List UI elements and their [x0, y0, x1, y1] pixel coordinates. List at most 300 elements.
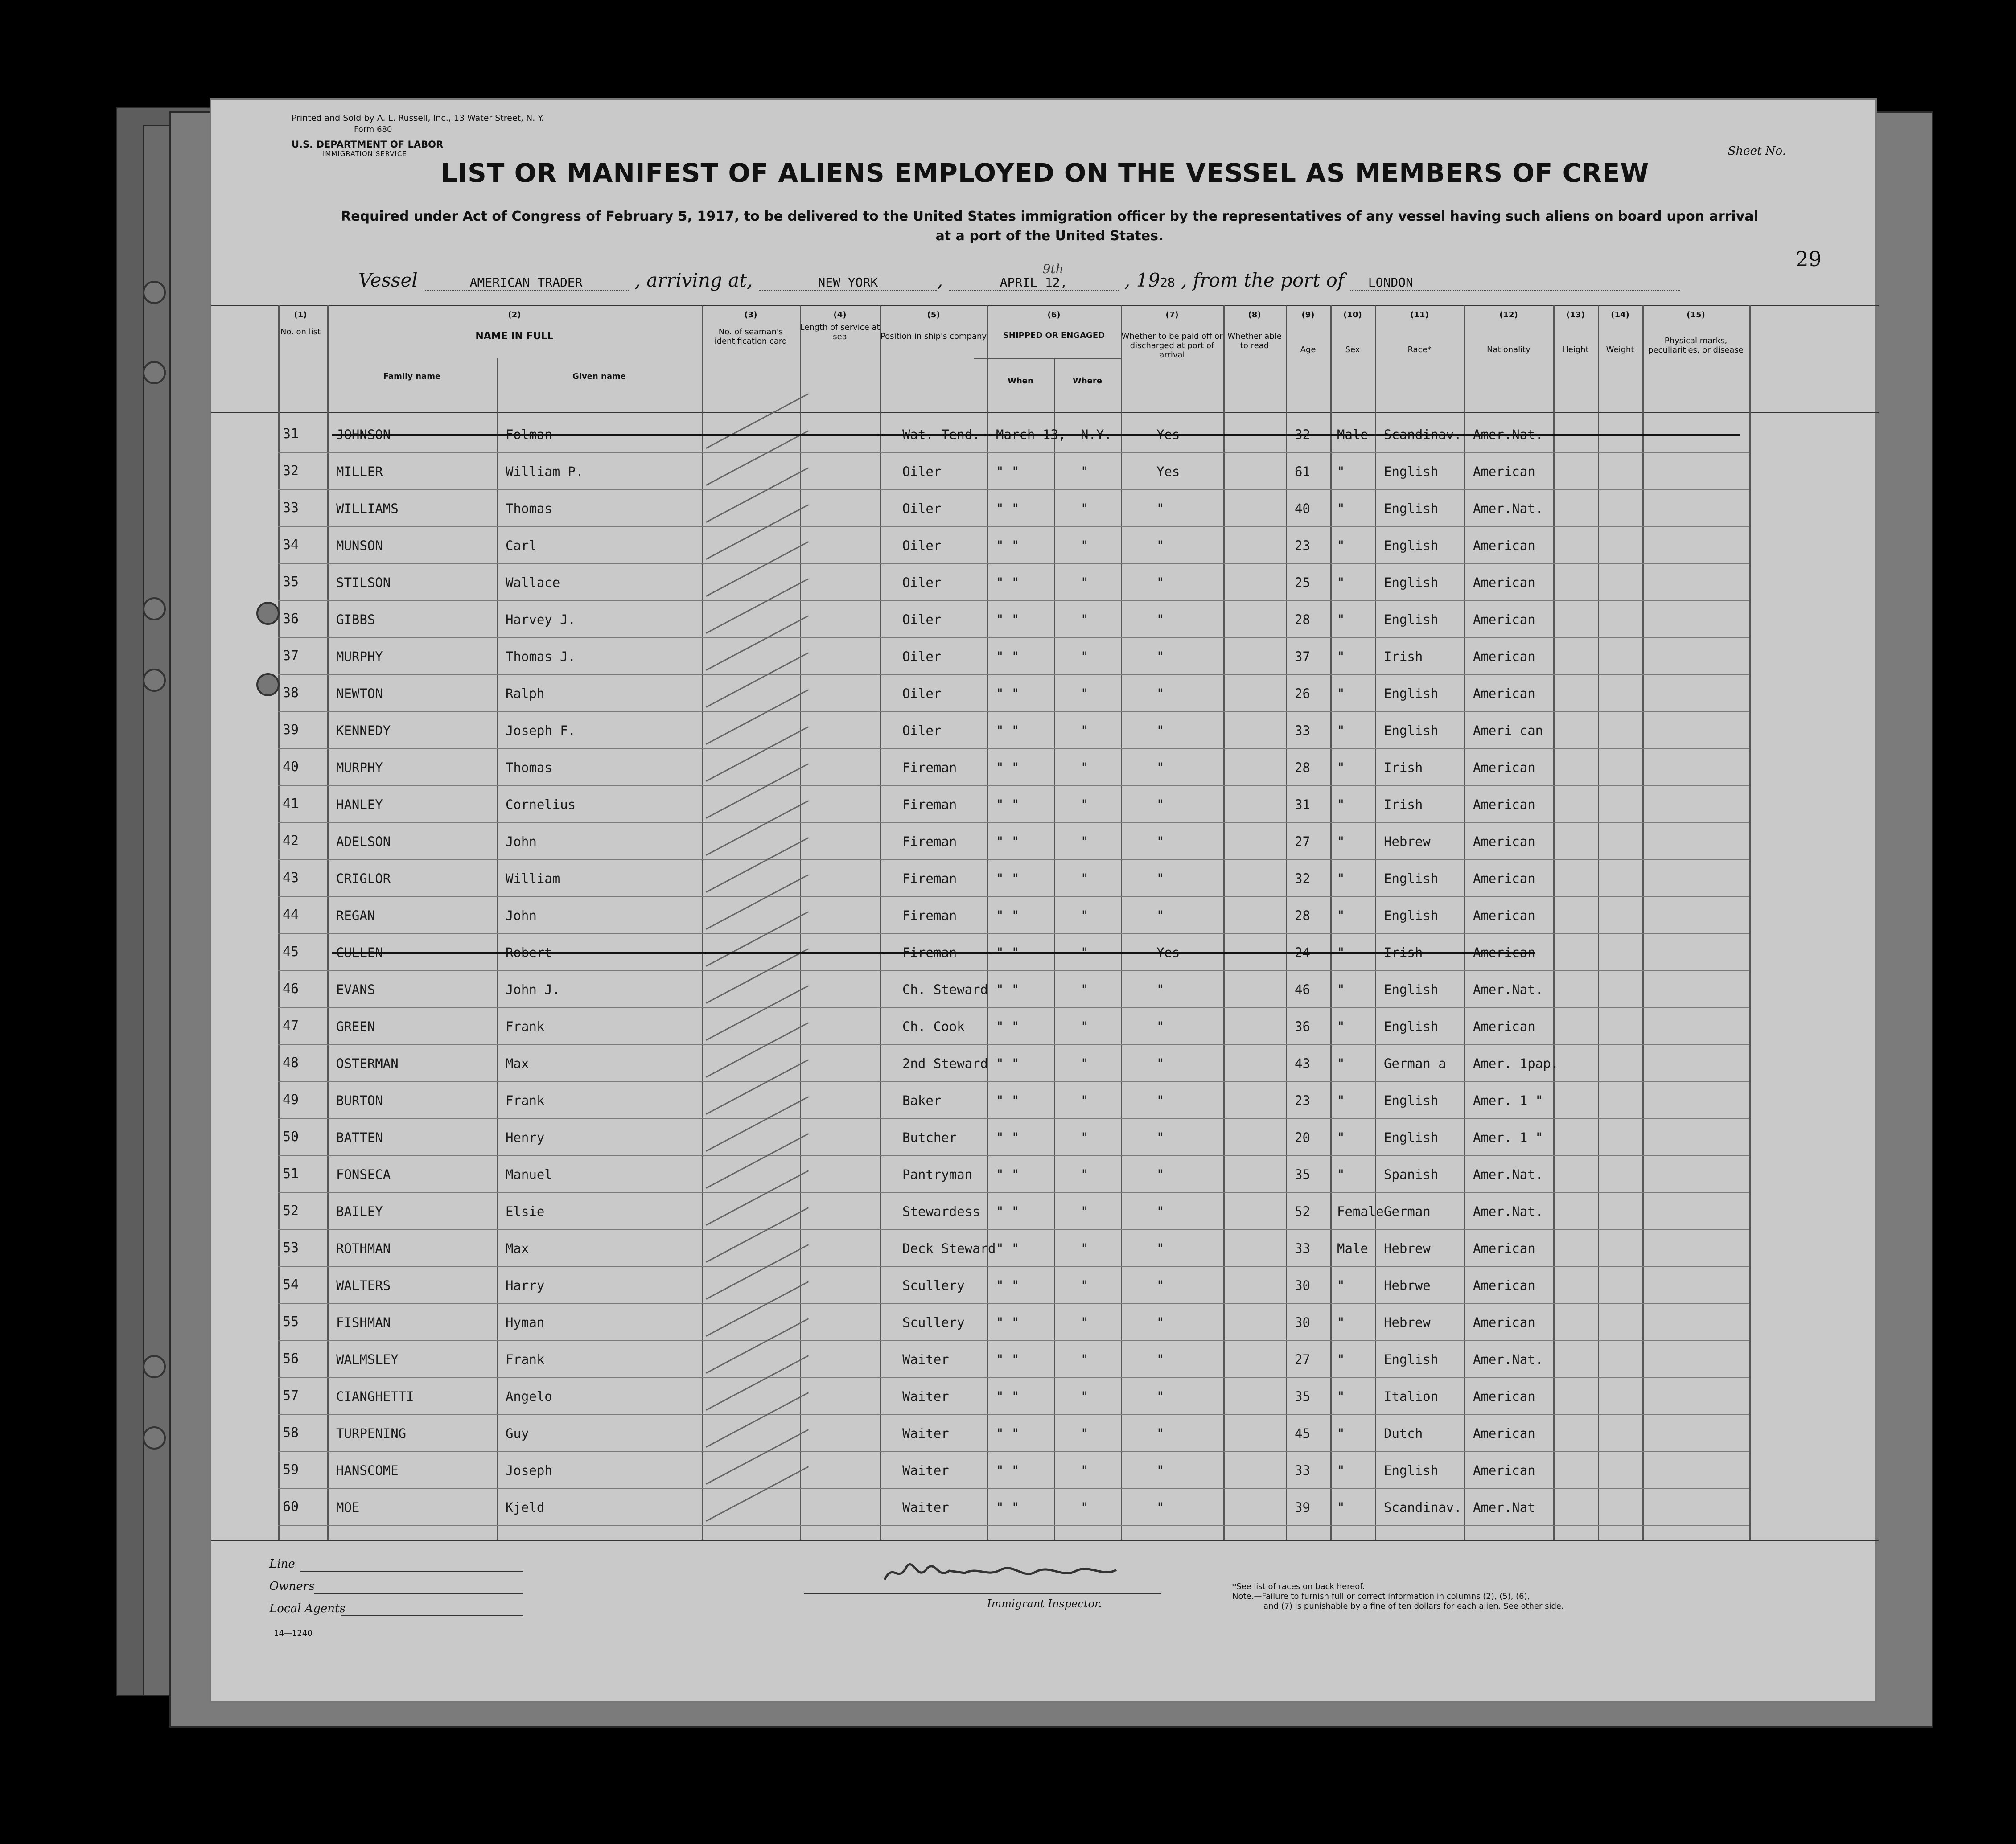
- col-num-9: (9): [1301, 310, 1315, 320]
- position-cell: Baker: [902, 1093, 942, 1108]
- family-name-cell: FONSECA: [336, 1167, 391, 1182]
- race-cell: English: [1384, 982, 1439, 997]
- col-num-4: (4): [833, 310, 847, 320]
- row-number: 58: [283, 1425, 299, 1441]
- sex-cell: ": [1337, 1389, 1345, 1404]
- table-row: [211, 601, 1879, 638]
- family-name-cell: HANLEY: [336, 797, 383, 812]
- paid-off-cell: ": [1156, 1019, 1164, 1034]
- given-name-cell: Wallace: [506, 575, 560, 590]
- given-name-cell: John J.: [506, 982, 560, 997]
- family-name-cell: WILLIAMS: [336, 501, 399, 516]
- inspector-label: Immigrant Inspector.: [987, 1598, 1102, 1610]
- when-cell: " ": [996, 1019, 1020, 1034]
- local-agents-field: [341, 1615, 523, 1616]
- age-cell: 20: [1295, 1130, 1310, 1145]
- where-cell: ": [1081, 1389, 1089, 1404]
- position-cell: Oiler: [902, 464, 942, 479]
- binder-hole: [143, 361, 166, 384]
- given-name-cell: Max: [506, 1056, 529, 1071]
- printer-line: Printed and Sold by A. L. Russell, Inc., 13 Water Street, N. Y.: [292, 113, 544, 123]
- position-cell: Wat. Tend.: [902, 427, 980, 442]
- col-num-13: (13): [1566, 310, 1585, 320]
- family-name-cell: MOE: [336, 1500, 360, 1515]
- age-cell: 31: [1295, 797, 1310, 812]
- position-cell: Fireman: [902, 945, 957, 960]
- local-agents-label: Local Agents: [269, 1602, 346, 1615]
- where-cell: ": [1081, 723, 1089, 738]
- age-cell: 32: [1295, 427, 1310, 442]
- table-row: [211, 712, 1879, 749]
- sex-cell: ": [1337, 1167, 1345, 1182]
- age-cell: 33: [1295, 1463, 1310, 1478]
- age-cell: 30: [1295, 1315, 1310, 1330]
- when-cell: " ": [996, 945, 1020, 960]
- when-cell: " ": [996, 501, 1020, 516]
- col-num-2: (2): [508, 310, 521, 320]
- given-name-cell: William: [506, 871, 560, 886]
- race-cell: English: [1384, 1019, 1439, 1034]
- where-cell: ": [1081, 612, 1089, 627]
- col-race: Race*: [1407, 345, 1432, 354]
- nationality-cell: American: [1473, 538, 1535, 553]
- form-number: Form 680: [354, 125, 392, 134]
- race-cell: English: [1384, 464, 1439, 479]
- col-num-1: (1): [294, 310, 307, 320]
- race-cell: English: [1384, 686, 1439, 701]
- binder-hole: [143, 281, 166, 304]
- age-cell: 45: [1295, 1426, 1310, 1441]
- sex-cell: ": [1337, 797, 1345, 812]
- col-num-5: (5): [927, 310, 940, 320]
- sex-cell: ": [1337, 1500, 1345, 1515]
- col-name-in-full: NAME IN FULL: [475, 331, 554, 342]
- sex-cell: ": [1337, 649, 1345, 664]
- age-cell: 35: [1295, 1167, 1310, 1182]
- table-row: [211, 1156, 1879, 1193]
- row-number: 37: [283, 648, 299, 664]
- family-name-cell: TURPENING: [336, 1426, 407, 1441]
- manifest-page: [210, 98, 1877, 1703]
- page-number: 29: [1795, 247, 1822, 271]
- when-cell: " ": [996, 575, 1020, 590]
- binder-hole: [143, 1426, 166, 1450]
- when-cell: " ": [996, 1056, 1020, 1071]
- paid-off-cell: ": [1156, 1167, 1164, 1182]
- row-number: 50: [283, 1129, 299, 1145]
- row-number: 32: [283, 463, 299, 479]
- vessel-name: AMERICAN TRADER: [424, 275, 629, 291]
- table-row: [211, 1415, 1879, 1452]
- row-number: 59: [283, 1462, 299, 1478]
- sex-cell: ": [1337, 686, 1345, 701]
- position-cell: Waiter: [902, 1352, 949, 1367]
- when-cell: " ": [996, 1241, 1020, 1256]
- when-cell: " ": [996, 1463, 1020, 1478]
- age-cell: 28: [1295, 908, 1310, 923]
- col-num-7: (7): [1165, 310, 1179, 320]
- age-cell: 36: [1295, 1019, 1310, 1034]
- sex-cell: ": [1337, 982, 1345, 997]
- vessel-line: Vessel AMERICAN TRADER , arriving at, NEW YORK , APRIL 12, 9th , 1928 , from the port of LONDON: [358, 269, 1680, 291]
- row-number: 52: [283, 1203, 299, 1219]
- given-name-cell: William P.: [506, 464, 584, 479]
- row-number: 41: [283, 796, 299, 812]
- nationality-cell: American: [1473, 1315, 1535, 1330]
- nationality-cell: Amer.Nat: [1473, 1500, 1535, 1515]
- date-correction: 9th: [1042, 262, 1064, 276]
- family-name-cell: CIANGHETTI: [336, 1389, 414, 1404]
- when-cell: " ": [996, 723, 1020, 738]
- table-row: [211, 1193, 1879, 1230]
- table-row: [211, 1230, 1879, 1267]
- col-when: When: [1008, 376, 1033, 386]
- nationality-cell: American: [1473, 1463, 1535, 1478]
- when-cell: " ": [996, 649, 1020, 664]
- when-cell: " ": [996, 1130, 1020, 1145]
- sex-cell: Female: [1337, 1204, 1384, 1219]
- given-name-cell: Kjeld: [506, 1500, 545, 1515]
- family-name-cell: MILLER: [336, 464, 383, 479]
- given-name-cell: Thomas: [506, 760, 552, 775]
- family-name-cell: MURPHY: [336, 649, 383, 664]
- race-cell: Hebrew: [1384, 1241, 1431, 1256]
- header-bottom-rule: [211, 412, 1879, 413]
- race-cell: English: [1384, 908, 1439, 923]
- when-cell: " ": [996, 1352, 1020, 1367]
- penalty-note-2: and (7) is punishable by a fine of ten dollars for each alien. See other side.: [1263, 1602, 1564, 1611]
- sex-cell: ": [1337, 1130, 1345, 1145]
- crew-table: [211, 305, 1879, 1615]
- paid-off-cell: ": [1156, 797, 1164, 812]
- family-name-cell: CRIGLOR: [336, 871, 391, 886]
- race-cell: German: [1384, 1204, 1431, 1219]
- family-name-cell: OSTERMAN: [336, 1056, 399, 1071]
- nationality-cell: American: [1473, 612, 1535, 627]
- given-name-cell: Joseph: [506, 1463, 552, 1478]
- row-number: 34: [283, 537, 299, 553]
- where-cell: ": [1081, 1500, 1089, 1515]
- sex-cell: ": [1337, 464, 1345, 479]
- age-cell: 39: [1295, 1500, 1310, 1515]
- position-cell: Butcher: [902, 1130, 957, 1145]
- given-name-cell: Elsie: [506, 1204, 545, 1219]
- table-row: [211, 1045, 1879, 1082]
- sex-cell: ": [1337, 908, 1345, 923]
- where-cell: ": [1081, 1056, 1089, 1071]
- row-number: 45: [283, 944, 299, 960]
- given-name-cell: Carl: [506, 538, 537, 553]
- given-name-cell: Max: [506, 1241, 529, 1256]
- nationality-cell: American: [1473, 1389, 1535, 1404]
- departure-port: LONDON: [1350, 275, 1680, 291]
- family-name-cell: FISHMAN: [336, 1315, 391, 1330]
- position-cell: Oiler: [902, 612, 942, 627]
- when-cell: " ": [996, 612, 1020, 627]
- family-name-cell: ADELSON: [336, 834, 391, 849]
- sex-cell: ": [1337, 501, 1345, 516]
- paid-off-cell: ": [1156, 1241, 1164, 1256]
- family-name-cell: HANSCOME: [336, 1463, 399, 1478]
- table-row: [211, 1008, 1879, 1045]
- row-number: 39: [283, 722, 299, 738]
- where-cell: ": [1081, 945, 1089, 960]
- nationality-cell: Ameri can: [1473, 723, 1543, 738]
- paid-off-cell: ": [1156, 1426, 1164, 1441]
- given-name-cell: Hyman: [506, 1315, 545, 1330]
- row-number: 47: [283, 1018, 299, 1034]
- family-name-cell: JOHNSON: [336, 427, 391, 442]
- table-row: [211, 490, 1879, 527]
- race-cell: Hebrew: [1384, 1315, 1431, 1330]
- paid-off-cell: ": [1156, 982, 1164, 997]
- row-number: 40: [283, 759, 299, 775]
- sex-cell: ": [1337, 1056, 1345, 1071]
- year-value: 28: [1160, 275, 1175, 290]
- col-nationality: Nationality: [1487, 345, 1531, 354]
- family-name-cell: GREEN: [336, 1019, 375, 1034]
- position-cell: Fireman: [902, 834, 957, 849]
- age-cell: 30: [1295, 1278, 1310, 1293]
- age-cell: 23: [1295, 1093, 1310, 1108]
- strikethrough-line: [332, 434, 1740, 436]
- nationality-cell: Amer. 1 ": [1473, 1093, 1543, 1108]
- binder-hole: [256, 673, 280, 696]
- paid-off-cell: Yes: [1156, 464, 1180, 479]
- vessel-label: Vessel: [358, 269, 418, 291]
- where-cell: ": [1081, 760, 1089, 775]
- when-cell: " ": [996, 1389, 1020, 1404]
- paid-off-cell: ": [1156, 538, 1164, 553]
- table-row: [211, 1267, 1879, 1304]
- row-number: 60: [283, 1499, 299, 1515]
- when-cell: " ": [996, 908, 1020, 923]
- race-cell: Dutch: [1384, 1426, 1423, 1441]
- table-top-rule: [211, 305, 1879, 306]
- given-name-cell: John: [506, 834, 537, 849]
- nationality-cell: American: [1473, 908, 1535, 923]
- position-cell: Ch. Steward: [902, 982, 988, 997]
- when-cell: " ": [996, 1093, 1020, 1108]
- sex-cell: ": [1337, 871, 1345, 886]
- table-row: [211, 749, 1879, 786]
- race-cell: English: [1384, 1463, 1439, 1478]
- sex-cell: ": [1337, 538, 1345, 553]
- paid-off-cell: ": [1156, 1130, 1164, 1145]
- inspector-signature: [876, 1553, 1125, 1593]
- age-cell: 28: [1295, 760, 1310, 775]
- race-cell: English: [1384, 871, 1439, 886]
- nationality-cell: American: [1473, 1019, 1535, 1034]
- row-number: 54: [283, 1277, 299, 1293]
- row-number: 57: [283, 1388, 299, 1404]
- col-num-11: (11): [1410, 310, 1429, 320]
- when-cell: March 13,: [996, 427, 1066, 442]
- col-num-12: (12): [1499, 310, 1518, 320]
- family-name-cell: WALMSLEY: [336, 1352, 399, 1367]
- inspector-line: [804, 1593, 1161, 1594]
- line-label: Line: [269, 1557, 295, 1571]
- paid-off-cell: ": [1156, 649, 1164, 664]
- strikethrough-line: [332, 952, 1535, 954]
- table-row: [211, 638, 1879, 675]
- where-cell: ": [1081, 1278, 1089, 1293]
- paid-off-cell: ": [1156, 1204, 1164, 1219]
- col-weight: Weight: [1606, 345, 1634, 354]
- age-cell: 25: [1295, 575, 1310, 590]
- race-cell: Italion: [1384, 1389, 1439, 1404]
- col-height: Height: [1562, 345, 1589, 354]
- age-cell: 24: [1295, 945, 1310, 960]
- race-cell: English: [1384, 575, 1439, 590]
- given-name-cell: Frank: [506, 1093, 545, 1108]
- age-cell: 40: [1295, 501, 1310, 516]
- paid-off-cell: ": [1156, 612, 1164, 627]
- row-number: 44: [283, 907, 299, 923]
- where-cell: ": [1081, 501, 1089, 516]
- paid-off-cell: ": [1156, 686, 1164, 701]
- age-cell: 32: [1295, 871, 1310, 886]
- position-cell: Deck Steward: [902, 1241, 996, 1256]
- age-cell: 28: [1295, 612, 1310, 627]
- where-cell: ": [1081, 575, 1089, 590]
- col-paid-off: Whether to be paid off or discharged at port of arrival: [1121, 332, 1223, 360]
- when-cell: " ": [996, 464, 1020, 479]
- col-position: Position in ship's company: [880, 332, 987, 341]
- where-cell: ": [1081, 1241, 1089, 1256]
- row-number: 46: [283, 981, 299, 997]
- age-cell: 27: [1295, 834, 1310, 849]
- when-cell: " ": [996, 1278, 1020, 1293]
- table-row: [211, 786, 1879, 823]
- when-cell: " ": [996, 982, 1020, 997]
- family-name-cell: WALTERS: [336, 1278, 391, 1293]
- table-row: [211, 675, 1879, 712]
- position-cell: Waiter: [902, 1389, 949, 1404]
- where-cell: ": [1081, 982, 1089, 997]
- binder-hole: [256, 602, 280, 625]
- family-name-cell: BURTON: [336, 1093, 383, 1108]
- age-cell: 33: [1295, 723, 1310, 738]
- where-cell: ": [1081, 1093, 1089, 1108]
- row-number: 53: [283, 1240, 299, 1256]
- age-cell: 23: [1295, 538, 1310, 553]
- family-name-cell: STILSON: [336, 575, 391, 590]
- where-cell: ": [1081, 1167, 1089, 1182]
- where-cell: ": [1081, 1426, 1089, 1441]
- paid-off-cell: Yes: [1156, 945, 1180, 960]
- sex-cell: ": [1337, 1093, 1345, 1108]
- race-cell: Hebrew: [1384, 834, 1431, 849]
- race-cell: English: [1384, 723, 1439, 738]
- paid-off-cell: ": [1156, 1500, 1164, 1515]
- where-cell: ": [1081, 538, 1089, 553]
- position-cell: Oiler: [902, 686, 942, 701]
- col-length-service: Length of service at sea: [800, 323, 880, 341]
- year-label: , 19: [1124, 269, 1160, 291]
- given-name-cell: Cornelius: [506, 797, 576, 812]
- paid-off-cell: Yes: [1156, 427, 1180, 442]
- col-no-on-list: No. on list: [280, 327, 321, 337]
- family-name-cell: EVANS: [336, 982, 375, 997]
- race-cell: English: [1384, 1352, 1439, 1367]
- col-where: Where: [1073, 376, 1102, 386]
- given-name-cell: Robert: [506, 945, 552, 960]
- position-cell: Waiter: [902, 1426, 949, 1441]
- family-name-cell: GIBBS: [336, 612, 375, 627]
- where-cell: ": [1081, 686, 1089, 701]
- family-name-cell: REGAN: [336, 908, 375, 923]
- nationality-cell: Amer.Nat.: [1473, 427, 1543, 442]
- where-cell: N.Y.: [1081, 427, 1112, 442]
- given-name-cell: Folman: [506, 427, 552, 442]
- binder-hole: [143, 1355, 166, 1378]
- arrival-date-typed: APRIL 12,: [1000, 275, 1068, 290]
- position-cell: Fireman: [902, 908, 957, 923]
- col-able-read: Whether able to read: [1227, 332, 1282, 350]
- family-name-cell: ROTHMAN: [336, 1241, 391, 1256]
- given-name-cell: Harvey J.: [506, 612, 576, 627]
- arrival-port: NEW YORK: [759, 275, 937, 291]
- table-row: [211, 897, 1879, 934]
- position-cell: Oiler: [902, 538, 942, 553]
- sex-cell: ": [1337, 723, 1345, 738]
- sex-cell: ": [1337, 1352, 1345, 1367]
- position-cell: Waiter: [902, 1463, 949, 1478]
- nationality-cell: Amer.Nat.: [1473, 1167, 1543, 1182]
- nationality-cell: Amer. 1pap.: [1473, 1056, 1559, 1071]
- table-row: [211, 1341, 1879, 1378]
- race-cell: English: [1384, 1130, 1439, 1145]
- table-row: [211, 971, 1879, 1008]
- given-name-cell: Guy: [506, 1426, 529, 1441]
- age-cell: 27: [1295, 1352, 1310, 1367]
- position-cell: Stewardess: [902, 1204, 980, 1219]
- shipped-subrule: [974, 358, 1121, 359]
- nationality-cell: American: [1473, 760, 1535, 775]
- sex-cell: ": [1337, 612, 1345, 627]
- age-cell: 35: [1295, 1389, 1310, 1404]
- from-port-label: , from the port of: [1181, 269, 1345, 291]
- race-cell: English: [1384, 612, 1439, 627]
- sex-cell: ": [1337, 1426, 1345, 1441]
- race-cell: Scandinav.: [1384, 427, 1462, 442]
- position-cell: Scullery: [902, 1278, 965, 1293]
- row-number: 56: [283, 1351, 299, 1367]
- paid-off-cell: ": [1156, 1389, 1164, 1404]
- age-cell: 61: [1295, 464, 1310, 479]
- position-cell: Fireman: [902, 760, 957, 775]
- table-row: [211, 453, 1879, 490]
- table-row: [211, 1119, 1879, 1156]
- paid-off-cell: ": [1156, 908, 1164, 923]
- given-name-cell: Angelo: [506, 1389, 552, 1404]
- family-name-cell: MUNSON: [336, 538, 383, 553]
- col-num-6: (6): [1047, 310, 1061, 320]
- col-num-10: (10): [1343, 310, 1362, 320]
- col-physical: Physical marks, peculiarities, or disease: [1648, 336, 1744, 355]
- col-given-name: Given name: [572, 372, 626, 381]
- family-name-cell: BAILEY: [336, 1204, 383, 1219]
- position-cell: Oiler: [902, 649, 942, 664]
- where-cell: ": [1081, 1019, 1089, 1034]
- row-number: 36: [283, 611, 299, 627]
- table-row: [211, 860, 1879, 897]
- table-row: [211, 1082, 1879, 1119]
- when-cell: " ": [996, 1315, 1020, 1330]
- row-number: 51: [283, 1166, 299, 1182]
- sex-cell: Male: [1337, 1241, 1368, 1256]
